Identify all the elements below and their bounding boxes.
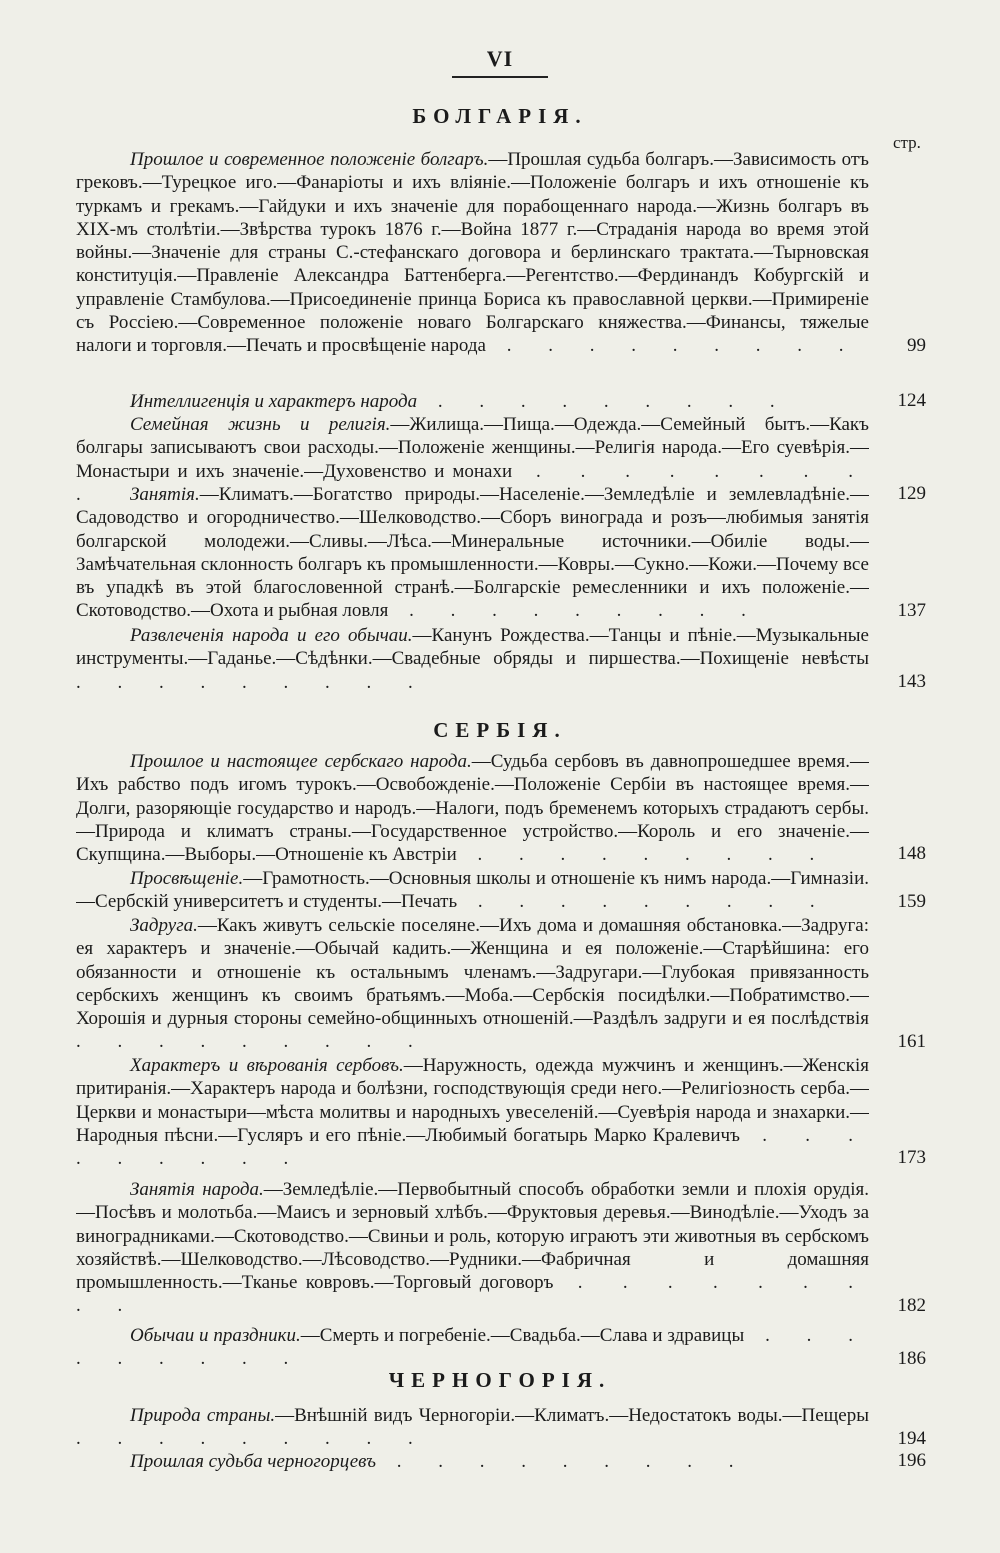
leader-dots: . . . . . . . . . — [456, 844, 831, 866]
toc-entry-title: Интеллигенція и характеръ народа — [130, 391, 418, 412]
toc-entry — [76, 867, 926, 914]
toc-page-number: 143 — [897, 670, 926, 692]
page-number: VI — [486, 46, 514, 71]
toc-page-number: 161 — [897, 1030, 926, 1052]
toc-entry-text — [76, 867, 869, 914]
leader-dots: . . . . . . . . . — [76, 1031, 429, 1053]
toc-entry-text — [76, 1450, 869, 1473]
toc-entry — [76, 914, 926, 1054]
leader-dots: . . . . . . . . . — [376, 1451, 750, 1472]
toc-entry-text — [76, 1404, 869, 1451]
toc-entry-description: —Жилища.—Пища.—Одежда.—Семейный бытъ.—Какъ болгары записываютъ свои расходы.—Положеніе женщины.—Религія народа.—Его суевѣрія.—Монастыри и ихъ значеніе.—Духовенство и монахи — [76, 414, 869, 482]
toc-entry-title: Семейная жизнь и религія. — [130, 414, 391, 435]
leader-dots: . . . . . . . . . — [457, 891, 831, 913]
toc-entry-title: Прошлая судьба черногорцевъ — [130, 1451, 377, 1472]
leader-dots: . . . . . . . . . — [76, 1325, 869, 1370]
toc-page-number: 129 — [897, 482, 926, 504]
toc-entry — [76, 148, 926, 358]
toc-entry-description: —Судьба сербовъ въ давнопрошедшее время.—Ихъ рабство подъ игомъ турокъ.—Освобожденіе.—Положеніе Сербіи въ настоящее время.—Долги, разоряющіе государство и народъ.—Налоги, подъ бременемъ которыхъ страдаютъ сербы.—Природа и климатъ страны.—Государственное устройство.—Король и его значеніе.—Скупщина.—Выборы.—Отношеніе къ Австріи — [76, 751, 869, 866]
section-title-montenegro: ЧЕРНОГОРІЯ. — [388, 1368, 612, 1392]
toc-page-number: 148 — [897, 842, 926, 864]
leader-dots: . . . . . . . . . — [76, 1272, 869, 1317]
toc-entry-text — [76, 390, 869, 413]
leader-dots: . . . . . . . . . — [417, 391, 791, 412]
toc-entry — [76, 1450, 926, 1473]
toc-entry — [76, 483, 926, 623]
toc-entry-text — [76, 148, 869, 358]
header-rule — [452, 76, 548, 78]
leader-dots: . . . . . . . . . — [485, 335, 860, 357]
toc-entry-title: Характеръ и вѣрованія сербовъ. — [130, 1055, 404, 1076]
page-column-label: стр. — [893, 133, 921, 152]
toc-page-number: 182 — [897, 1294, 926, 1316]
toc-page-number: 159 — [897, 890, 926, 912]
toc-page-number: 137 — [897, 599, 926, 621]
toc-entry — [76, 1054, 926, 1170]
toc-entry — [76, 750, 926, 866]
toc-entry-title: Обычаи и праздники. — [130, 1325, 301, 1346]
toc-entry — [76, 1404, 926, 1451]
leader-dots: . . . . . . . . . — [76, 671, 429, 693]
toc-entry-description: —Земледѣліе.—Первобытный способъ обработки земли и плохія орудія.—Посѣвъ и молотьба.—Маисъ и зерновый хлѣбъ.—Фруктовыя деревья.—Винодѣліе.—Уходъ за виноградниками.—Скотоводство.—Свиньи и роль, которую играютъ эти животныя въ сербскомъ хозяйствѣ.—Шелководство.—Лѣсоводство.—Рудники.—Фабричная и домашняя промышленность.—Тканье ковровъ.—Торговый договоръ — [76, 1179, 869, 1294]
leader-dots: . . . . . . . . . — [76, 1124, 869, 1170]
toc-page-number: 173 — [897, 1146, 926, 1168]
toc-entry-title: Природа страны. — [130, 1405, 276, 1426]
leader-dots: . . . . . . . . . — [76, 460, 869, 505]
toc-entry-title: Задруга. — [130, 915, 198, 936]
toc-entry-title: Занятія народа. — [130, 1179, 264, 1200]
toc-entry-title: Развлеченія народа и его обычаи. — [130, 625, 413, 646]
toc-entry-title: Занятія. — [130, 484, 200, 505]
toc-entry-description: —Прошлая судьба болгаръ.—Зависимость отъ грековъ.—Турецкое иго.—Фанаріоты и ихъ вліяніе.—Положеніе болгаръ и ихъ отношеніе къ туркамъ и грекамъ.—Гайдуки и ихъ значеніе для порабощеннаго народа.—Жизнь болгаръ въ XIX-мъ столѣтіи.—Звѣрства турокъ 1876 г.—Война 1877 г.—Страданія народа во время этой войны.—Значеніе для страны С.-стефанскаго договора и берлинскаго трактата.—Тырновская конституція.—Правленіе Александра Баттенберга.—Регентство.—Фердинандъ Кобургскій и управленіе Стамбулова.—Присоединеніе принца Бориса къ православной церкви.—Примиреніе съ Россіею.—Современное положеніе новаго Болгарскаго княжества.—Финансы, тяжелые налоги и торговля.—Печать и просвѣщеніе народа — [76, 149, 869, 357]
toc-entry-text — [76, 914, 869, 1054]
toc-entry-text — [76, 1178, 869, 1318]
toc-entry-description: —Климатъ.—Богатство природы.—Населеніе.—Земледѣліе и землевладѣніе.—Садоводство и огородничество.—Шелководство.—Сборъ винограда и розъ—любимыя занятія болгарской молодежи.—Сливы.—Лѣса.—Минеральные источники.—Обиліе воды.—Замѣчательная склонность болгаръ къ промышленности.—Ковры.—Сукно.—Кожи.—Почему все въ упадкѣ въ этой благословенной странѣ.—Болгарскіе ремесленники и ихъ положеніе.—Скотоводство.—Охота и рыбная ловля — [76, 484, 869, 622]
toc-entry — [76, 1178, 926, 1318]
toc-entry-title: Прошлое и современное положеніе болгаръ. — [130, 149, 489, 170]
toc-entry-title: Просвѣщеніе. — [130, 868, 244, 889]
toc-entry — [76, 390, 926, 413]
section-title-serbia: СЕРБІЯ. — [433, 718, 567, 742]
toc-entry-text — [76, 750, 869, 866]
toc-entry — [76, 624, 926, 694]
toc-entry — [76, 1324, 926, 1371]
leader-dots: . . . . . . . . . — [388, 600, 762, 622]
toc-entry-text — [76, 1324, 869, 1371]
toc-page-number: 186 — [897, 1347, 926, 1369]
toc-entry-text — [76, 1054, 869, 1170]
section-title-bulgaria: БОЛГАРІЯ. — [412, 104, 588, 128]
toc-entry-title: Прошлое и настоящее сербскаго народа. — [130, 751, 472, 772]
toc-page-number: 99 — [907, 334, 926, 356]
toc-page-number: 124 — [897, 390, 926, 411]
toc-entry-description: —Канунъ Рождества.—Танцы и пѣніе.—Музыкальные инструменты.—Гаданье.—Сѣдѣнки.—Свадебные обряды и пиршества.—Похищеніе невѣсты — [76, 625, 869, 670]
toc-entry-description: —Какъ живутъ сельскіе поселяне.—Ихъ дома и домашняя обстановка.—Задруга: ея характеръ и значеніе.—Обычай кадить.—Женщина и ея положеніе.—Старѣйшина: его обязанности и отношеніе къ остальнымъ членамъ.—Задругари.—Глубокая привязанность сербскихъ женщинъ къ своимъ братьямъ.—Моба.—Сербскія посидѣлки.—Побратимство.—Хорошія и дурныя стороны семейно-общинныхъ отношеній.—Раздѣлъ задруги и ея послѣдствія — [76, 915, 869, 1030]
toc-page-number: 194 — [897, 1427, 926, 1449]
leader-dots: . . . . . . . . . — [76, 1428, 429, 1450]
toc-entry-description: —Наружность, одежда мужчинъ и женщинъ.—Женскія притиранія.—Характеръ народа и болѣзни, господствующія среди него.—Религіозность серба.—Церкви и монастыри—мѣста молитвы и народныхъ увеселеній.—Суевѣрія народа и знахарки.—Народныя пѣсни.—Гусляръ и его пѣніе.—Любимый богатырь Марко Кралевичъ — [76, 1055, 869, 1146]
toc-entry-text — [76, 624, 869, 694]
toc-entry-description: —Внѣшній видъ Черногоріи.—Климатъ.—Недостатокъ воды.—Пещеры — [275, 1405, 869, 1426]
toc-entry-description: —Смерть и погребеніе.—Свадьба.—Слава и здравицы — [300, 1325, 745, 1346]
toc-page-number: 196 — [897, 1450, 926, 1471]
toc-entry-description: —Грамотность.—Основныя школы и отношеніе къ нимъ народа.—Гимназіи.—Сербскій университетъ и студенты.—Печать — [76, 868, 869, 913]
toc-entry-text — [76, 483, 869, 623]
